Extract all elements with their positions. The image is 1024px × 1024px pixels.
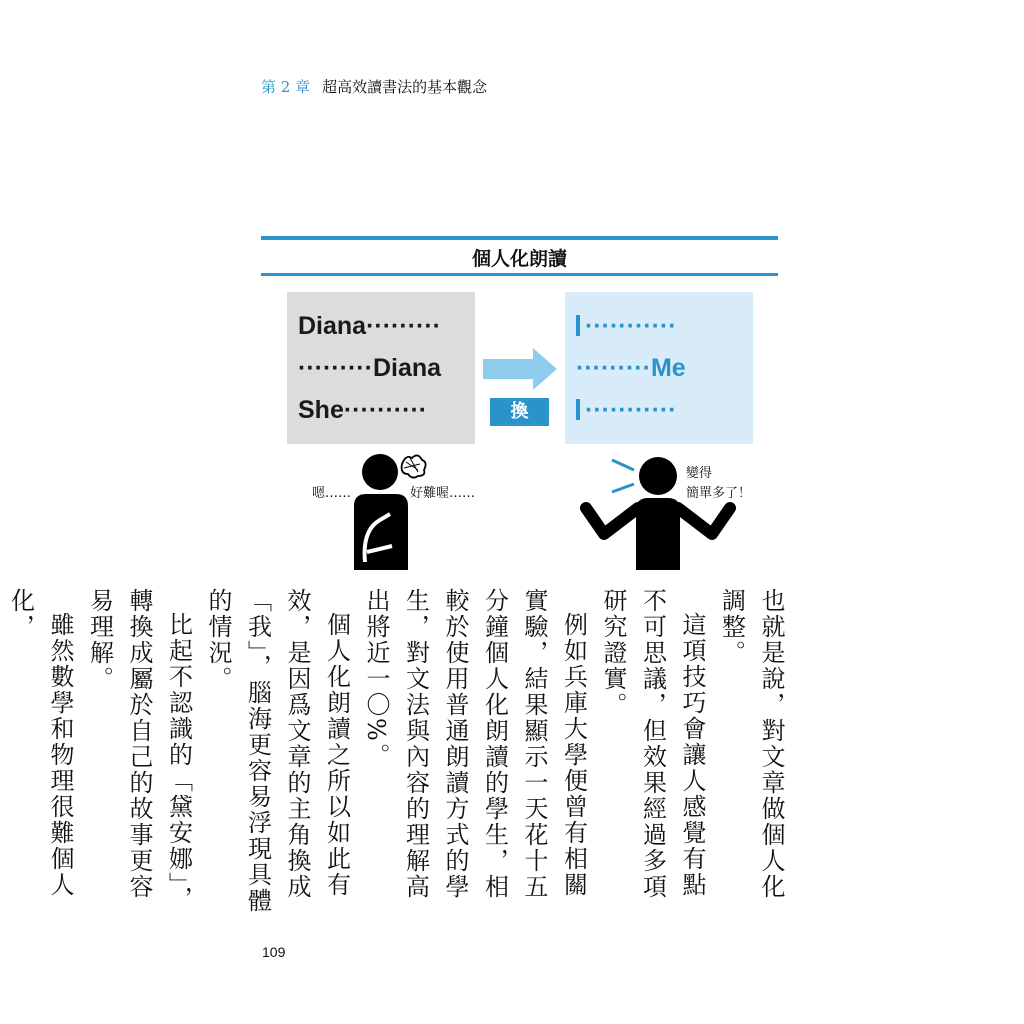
relief-note-line-1: 變得 [686, 466, 713, 481]
original-line-3: She·········· [298, 396, 428, 424]
relief-note-line-2: 簡單多了！ [686, 486, 752, 501]
paragraph: 例如兵庫大學便曾有相關實驗，結果顯示一天花十五分鐘個人化朗讀的學生，相較於使用普通朗讀方式的學生，對文法與內容的理解高出將近一〇%。 [362, 588, 588, 900]
paragraph: 比起不認識的「黛安娜」，轉換成屬於自己的故事更容易理解。 [85, 588, 193, 912]
figure-top-rule [261, 236, 778, 240]
original-line-1: Diana········· [298, 312, 442, 340]
original-line-2-dots: ········· [298, 354, 373, 382]
personalized-line-1: ··········· [576, 312, 677, 341]
paragraph: 個人化朗讀之所以如此有效，是因爲文章的主角換成「我」，腦海更容易浮現具體的情況。 [204, 588, 351, 914]
chapter-title: 超高效讀書法的基本觀念 [322, 78, 488, 96]
confused-note-2: 好難喔…… [410, 486, 476, 501]
running-header [261, 76, 487, 97]
body-text [6, 588, 790, 918]
personalized-line-3: ··········· [576, 396, 677, 425]
right-arrow-icon [483, 348, 557, 390]
original-text-box [287, 292, 475, 444]
figure-title: 個人化朗讀 [471, 248, 567, 270]
paragraph: 也就是說，對文章做個人化調整。 [717, 588, 785, 900]
swap-label: 換 [490, 398, 549, 426]
confused-note-1: 嗯…… [312, 486, 352, 501]
happy-person-icon [578, 450, 738, 572]
confused-person-icon [340, 450, 430, 572]
personalized-line-2-word: Me [650, 354, 686, 382]
personalized-line-2-dots: ········· [576, 354, 651, 382]
i-pronoun-mark [576, 399, 580, 420]
figure-bottom-rule [261, 273, 778, 276]
original-line-2 [298, 354, 441, 383]
page-number: 109 [262, 944, 286, 960]
personalized-line-2 [576, 354, 686, 383]
i-pronoun-mark [576, 315, 580, 336]
original-line-2-name: Diana [372, 354, 442, 382]
paragraph: 這項技巧會讓人感覺有點不可思議，但效果經過多項研究證實。 [599, 588, 706, 900]
paragraph: 雖然數學和物理很難個人化， [6, 588, 74, 898]
personalized-text-box [565, 292, 753, 444]
chapter-label: 第 2 章 [261, 78, 311, 96]
